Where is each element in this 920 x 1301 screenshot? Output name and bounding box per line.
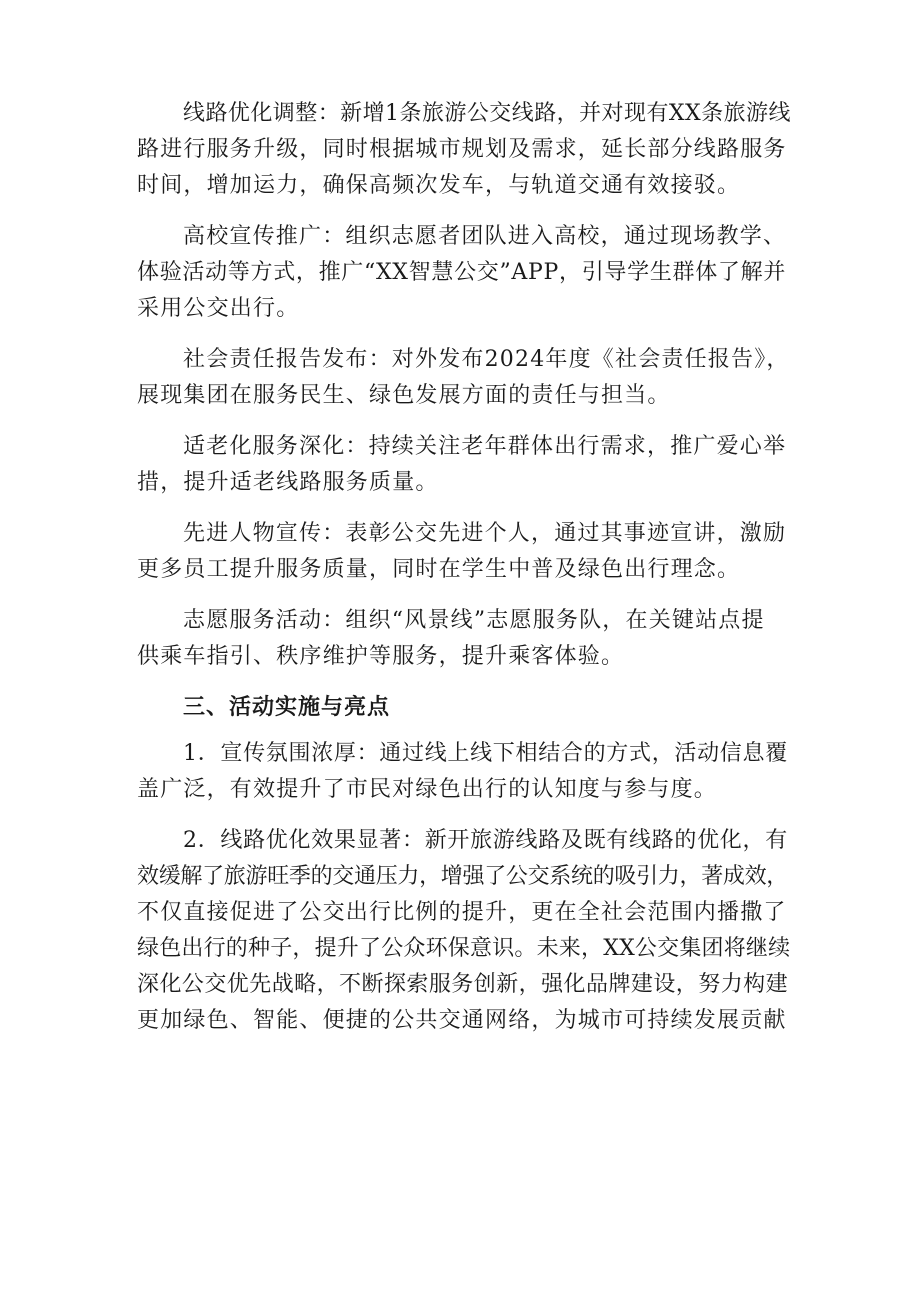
section-heading: [137, 690, 793, 726]
paragraph-role-models: [137, 516, 793, 588]
text-line: 更多员工提升服务质量，同时在学生中普及绿色出行理念。: [137, 557, 741, 582]
paragraph-elderly-service: [137, 429, 793, 501]
text-line: 绿色出行的种子，提升了公众环保意识。未来，XX公交集团将继续: [137, 936, 791, 961]
text-line: 效缓解了旅游旺季的交通压力，增强了公交系统的吸引力，著成效，: [137, 864, 789, 889]
paragraph-campus-promotion: [137, 219, 793, 327]
section-heading-text: 三、活动实施与亮点: [183, 695, 391, 720]
text-line: 体验活动等方式，推广“XX智慧公交”APP，引导学生群体了解并: [137, 260, 787, 285]
list-item-atmosphere: [137, 736, 793, 808]
text-line: 更加绿色、智能、便捷的公共交通网络，为城市可持续发展贡献: [137, 1008, 787, 1033]
document-page: [137, 96, 793, 1054]
text-line: 2．线路优化效果显著：新开旅游线路及既有线路的优化，有: [183, 828, 788, 853]
paragraph-csr-report: [137, 342, 793, 414]
text-line: 路进行服务升级，同时根据城市规划及需求，延长部分线路服务: [137, 137, 787, 162]
text-line: 线路优化调整：新增1条旅游公交线路，并对现有XX条旅游线: [183, 101, 791, 126]
text-line: 适老化服务深化：持续关注老年群体出行需求，推广爱心举: [183, 434, 787, 459]
text-line: 1．宣传氛围浓厚：通过线上线下相结合的方式，活动信息覆: [183, 741, 788, 766]
text-line: 先进人物宣传：表彰公交先进个人，通过其事迹宣讲，激励: [183, 521, 787, 546]
text-line: 展现集团在服务民生、绿色发展方面的责任与担当。: [137, 383, 671, 408]
text-line: 采用公交出行。: [137, 296, 300, 321]
text-line: 盖广泛，有效提升了市民对绿色出行的认知度与参与度。: [137, 777, 718, 802]
text-line: 时间，增加运力，确保高频次发车，与轨道交通有效接驳。: [137, 173, 741, 198]
text-line: 志愿服务活动：组织“风景线”志愿服务队，在关键站点提: [183, 608, 765, 633]
paragraph-route-optimization: [137, 96, 793, 204]
text-line: 不仅直接促进了公交出行比例的提升，更在全社会范围内播撒了: [137, 900, 787, 925]
text-line: 社会责任报告发布：对外发布2024年度《社会责任报告》，: [183, 347, 790, 372]
text-line: 措，提升适老线路服务质量。: [137, 470, 439, 495]
text-line: 供乘车指引、秩序维护等服务，提升乘客体验。: [137, 644, 625, 669]
text-line: 高校宣传推广：组织志愿者团队进入高校，通过现场教学、: [183, 224, 787, 249]
paragraph-volunteer-service: [137, 603, 793, 675]
list-item-route-results: [137, 823, 793, 1039]
text-line: 深化公交优先战略，不断探索服务创新，强化品牌建设，努力构建: [137, 972, 789, 997]
